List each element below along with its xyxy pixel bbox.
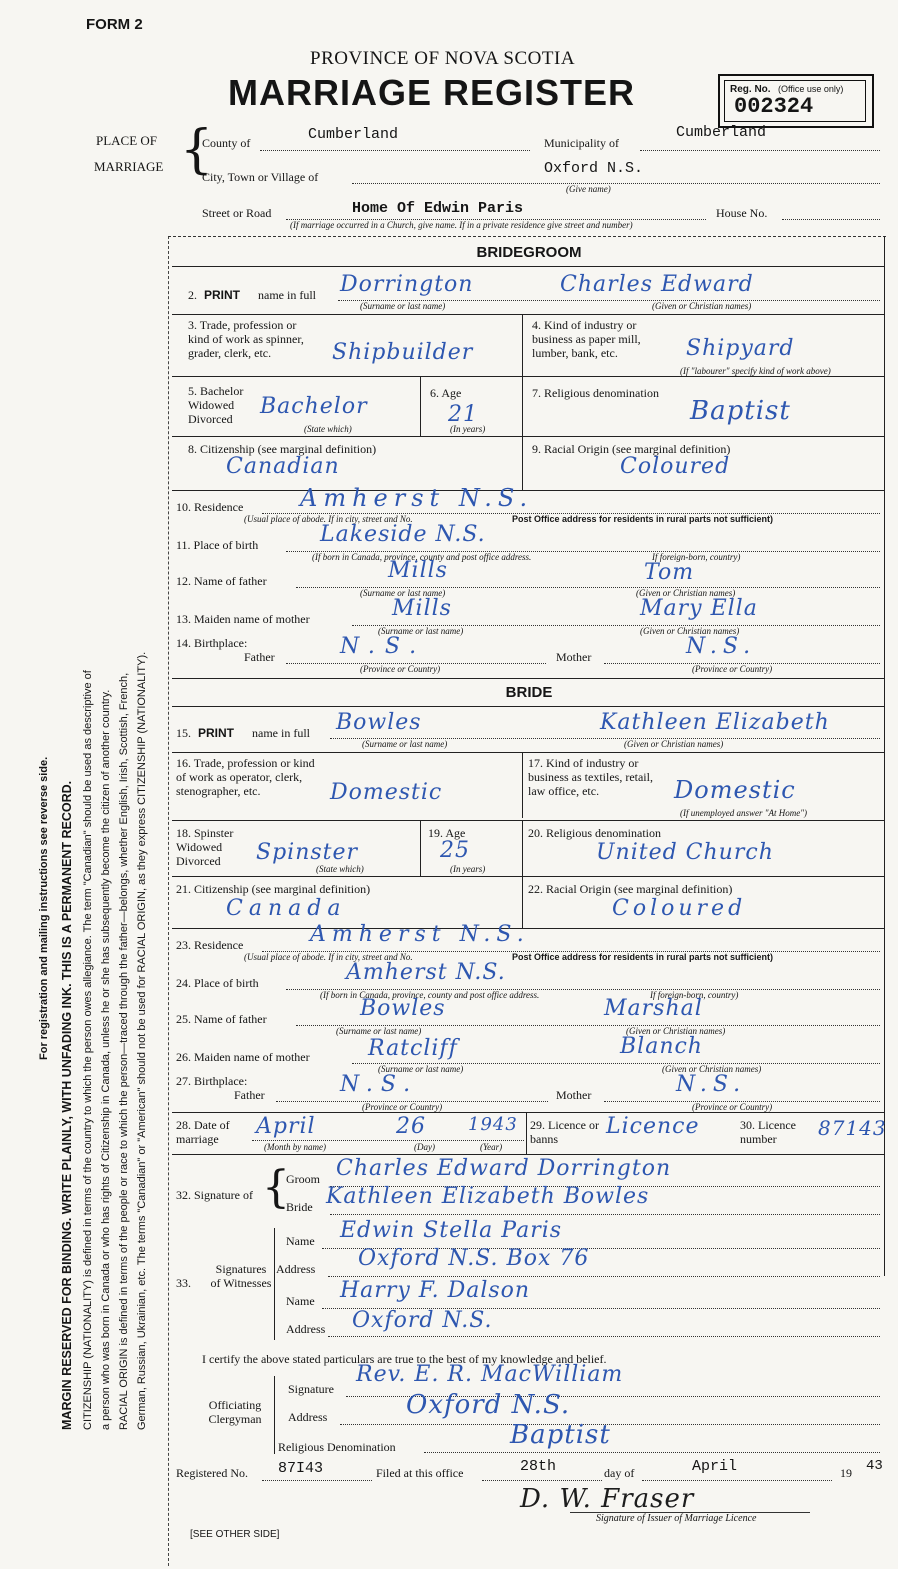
year-caption: (Year) [480, 1142, 503, 1152]
issuer-signature: D. W. Fraser [520, 1484, 695, 1514]
f17-label: 17. Kind of industry or business as textiles, retail, law office, etc. [528, 756, 653, 798]
bride-mother-surname: Ratcliff [368, 1036, 458, 1061]
clergy-denomination: Baptist [510, 1420, 611, 1450]
bride-given-caption: (Given or Christian names) [624, 739, 724, 749]
give-name-caption: (Give name) [566, 184, 611, 194]
bridegroom-heading: BRIDEGROOM [476, 244, 582, 261]
f27-label: 27. Birthplace: [176, 1074, 248, 1088]
clergy-label: Officiating Clergyman [208, 1398, 262, 1426]
f23-label: 23. Residence [176, 938, 244, 952]
f28-label: 28. Date of marriage [176, 1118, 230, 1146]
groom-mother-birthplace: N.S. [686, 634, 757, 659]
groom-trade: Shipbuilder [332, 340, 474, 365]
day-caption: (Day) [414, 1142, 435, 1152]
bride-racial-origin: Coloured [612, 896, 747, 921]
year-suffix: 43 [866, 1458, 883, 1474]
groom-mother-birthplace-label: Mother [556, 650, 592, 664]
province-heading: PROVINCE OF NOVA SCOTIA [310, 48, 576, 69]
groom-state-caption: (State which) [304, 424, 352, 434]
marriage-day: 26 [396, 1114, 426, 1139]
groom-mother-prov-caption: (Province or Country) [692, 664, 773, 674]
bride-residence: Amherst N.S. [310, 922, 530, 947]
groom-birthplace: Lakeside N.S. [320, 522, 486, 547]
f19-label: 19. Age [428, 826, 466, 840]
groom-mother-surname-caption: (Surname or last name) [378, 626, 464, 636]
margin-col-6: German, Russian, Ukrainian, etc. The terms "Canadian" or "American" should not be used for RACIAL ORIGIN, as they express CITIZENSHIP (NATIONALITY). [136, 651, 148, 1430]
filed-label: Filed at this office [376, 1466, 464, 1480]
groom-mother-given: Mary Ella [640, 596, 758, 621]
street-label: Street or Road [202, 206, 272, 220]
margin-col-5: RACIAL ORIGIN is defined in terms of the people or race to which the person—traced through the father—belongs, whether English, Irish, Scottish, French, [118, 672, 130, 1430]
f2-label: name in full [258, 288, 316, 302]
year-prefix: 19 [840, 1466, 852, 1480]
groom-father-birthplace-label: Father [244, 650, 275, 664]
groom-father-surname-caption: (Surname or last name) [360, 588, 446, 598]
bride-surname: Bowles [336, 710, 422, 735]
f3-label: 3. Trade, profession or kind of work as spinner, grader, clerk, etc. [188, 318, 304, 360]
clergy-denom-label: Religious Denomination [278, 1440, 396, 1454]
bride-mother-prov-caption: (Province or Country) [692, 1102, 773, 1112]
month-caption: (Month by name) [264, 1142, 326, 1152]
bride-heading: BRIDE [505, 684, 553, 701]
groom-sig-label: Groom [286, 1172, 320, 1186]
reg-office-note: (Office use only) [778, 84, 844, 94]
house-label: House No. [716, 206, 768, 220]
marriage-year: 1943 [468, 1114, 518, 1135]
margin-col-3: CITIZENSHIP (NATIONALITY) is defined in terms of the country to which the person owes allegiance. The term "Canadian" should be used as descriptive of [82, 670, 94, 1430]
groom-father-birthplace: N.S. [340, 634, 427, 659]
bride-age: 25 [440, 838, 470, 863]
groom-surname: Dorrington [340, 272, 474, 297]
bride-father-birthplace: N.S. [340, 1072, 419, 1097]
licence-number: 87143 [818, 1116, 887, 1140]
f30-label: 30. Licence number [740, 1118, 796, 1146]
margin-col-1: For registration and mailing instructions see reverse side. [38, 756, 50, 1060]
licence-or-banns: Licence [606, 1114, 700, 1139]
bride-residence-caption-1: (Usual place of abode. If in city, street and No. [244, 952, 413, 962]
groom-age: 21 [448, 402, 478, 427]
reg-number-box [718, 74, 874, 128]
w1-name-label: Name [286, 1234, 315, 1248]
groom-industry-caption: (If "labourer" specify kind of work above) [680, 366, 831, 376]
signature-brace-icon: { [262, 1162, 290, 1213]
bride-trade: Domestic [330, 780, 443, 805]
f11-label: 11. Place of birth [176, 538, 259, 552]
f33-label: 33. [176, 1276, 191, 1290]
filed-month: April [692, 1458, 738, 1475]
groom-surname-caption: (Surname or last name) [360, 301, 446, 311]
street-note: (If marriage occurred in a Church, give name. If in a private residence give street and number) [290, 220, 633, 230]
bride-father-prov-caption: (Province or Country) [362, 1102, 443, 1112]
frame-left-edge [168, 236, 169, 1566]
bride-mother-birthplace-label: Mother [556, 1088, 592, 1102]
f6-label: 6. Age [430, 386, 462, 400]
clergy-address: Oxford N.S. [406, 1390, 571, 1420]
bride-mother-birthplace: N.S. [676, 1072, 747, 1097]
groom-age-caption: (In years) [450, 424, 486, 434]
county-label: County of [202, 136, 251, 150]
bride-given-names: Kathleen Elizabeth [600, 710, 830, 735]
bride-father-given-caption: (Given or Christian names) [626, 1026, 726, 1036]
municipality-label: Municipality of [544, 136, 619, 150]
page-title: MARRIAGE REGISTER [228, 72, 636, 113]
bride-surname-caption: (Surname or last name) [362, 739, 448, 749]
groom-signature: Charles Edward Dorrington [336, 1156, 672, 1181]
f32-label: 32. Signature of [176, 1188, 253, 1202]
margin-col-2: MARGIN RESERVED FOR BINDING. WRITE PLAINLY, WITH UNFADING INK. THIS IS A PERMANENT RECORD. [60, 780, 74, 1430]
f13-label: 13. Maiden name of mother [176, 612, 310, 626]
groom-father-prov-caption: (Province or Country) [360, 664, 441, 674]
groom-residence-caption-2: Post Office address for residents in rural parts not sufficient) [512, 514, 774, 524]
witness-1-name: Edwin Stella Paris [340, 1218, 563, 1243]
f20-label: 20. Religious denomination [528, 826, 661, 840]
bride-father-surname: Bowles [360, 996, 446, 1021]
bride-mother-surname-caption: (Surname or last name) [378, 1064, 464, 1074]
groom-mother-surname: Mills [392, 596, 452, 621]
groom-citizenship: Canadian [226, 454, 340, 479]
groom-racial-origin: Coloured [620, 454, 731, 479]
certify-statement: I certify the above stated particulars are true to the best of my knowledge and belief. [202, 1352, 607, 1366]
city-value: Oxford N.S. [544, 160, 644, 177]
reg-number-label: Reg. No. [730, 84, 771, 95]
groom-given-names: Charles Edward [560, 272, 754, 297]
issuer-caption: Signature of Issuer of Marriage Licence [596, 1513, 757, 1524]
groom-father-given-caption: (Given or Christian names) [636, 588, 736, 598]
f12-label: 12. Name of father [176, 574, 267, 588]
bride-father-surname-caption: (Surname or last name) [336, 1026, 422, 1036]
bride-marital-status: Spinster [256, 840, 359, 865]
groom-father-surname: Mills [388, 558, 448, 583]
f2-print: PRINT [204, 288, 240, 302]
groom-mother-given-caption: (Given or Christian names) [640, 626, 740, 636]
groom-marital-status: Bachelor [260, 394, 368, 419]
f29-label: 29. Licence or banns [530, 1118, 599, 1146]
f14-label: 14. Birthplace: [176, 636, 248, 650]
margin-col-4: a person who was born in Canada or who has rights of Citizenship in Canada, unless he or she has subsequently become the citizen of another country. [100, 689, 112, 1430]
bride-industry-caption: (If unemployed answer "At Home") [680, 808, 808, 818]
w2-name-label: Name [286, 1294, 315, 1308]
bride-father-birthplace-label: Father [234, 1088, 265, 1102]
witness-label: Signatures of Witnesses [210, 1262, 272, 1290]
bride-father-given: Marshal [604, 996, 703, 1021]
w1-address-label: Address [276, 1262, 316, 1276]
filed-day: 28th [520, 1458, 557, 1475]
f18-label: 18. Spinster Widowed Divorced [176, 826, 234, 868]
f25-label: 25. Name of father [176, 1012, 267, 1026]
bride-citizenship: Canada [226, 896, 347, 921]
witness-2-address: Oxford N.S. [352, 1308, 493, 1333]
groom-father-given: Tom [644, 560, 695, 585]
witness-1-address: Oxford N.S. Box 76 [358, 1246, 590, 1271]
f21-label: 21. Citizenship (see marginal definition) [176, 882, 371, 896]
groom-birth-caption-2: If foreign-born, country) [652, 552, 741, 562]
groom-residence-caption-1: (Usual place of abode. If in city, street and No. [244, 514, 413, 524]
groom-birth-caption-1: (If born in Canada, province, county and post office address. [312, 552, 532, 562]
city-label: City, Town or Village of [202, 170, 319, 184]
clergy-address-label: Address [288, 1410, 328, 1424]
reg-number-value: 002324 [734, 94, 814, 119]
registered-number: 87I43 [278, 1460, 324, 1477]
bride-age-caption: (In years) [450, 864, 486, 874]
f15-print: PRINT [198, 726, 234, 740]
clergy-signature: Rev. E. R. MacWilliam [356, 1362, 624, 1387]
groom-residence: Amherst N.S. [300, 484, 534, 512]
f10-label: 10. Residence [176, 500, 244, 514]
bride-birthplace: Amherst N.S. [346, 960, 506, 985]
f16-label: 16. Trade, profession or kind of work as operator, clerk, stenographer, etc. [176, 756, 315, 798]
bride-birth-caption-1: (If born in Canada, province, county and post office address. [320, 990, 540, 1000]
registered-label: Registered No. [176, 1466, 248, 1480]
f26-label: 26. Maiden name of mother [176, 1050, 310, 1064]
bride-religion: United Church [596, 840, 774, 865]
f5-label: 5. Bachelor Widowed Divorced [188, 384, 244, 426]
bride-sig-label: Bride [286, 1200, 313, 1214]
bride-signature: Kathleen Elizabeth Bowles [326, 1184, 650, 1209]
place-group-label-1: PLACE OF [96, 133, 158, 148]
county-value: Cumberland [308, 126, 399, 143]
f22-label: 22. Racial Origin (see marginal definition) [528, 882, 733, 896]
f15-number: 15. [176, 726, 191, 740]
form-number: FORM 2 [86, 16, 143, 33]
clergy-sig-label: Signature [288, 1382, 334, 1396]
w2-address-label: Address [286, 1322, 326, 1336]
groom-industry: Shipyard [686, 336, 795, 361]
f2-number: 2. [188, 288, 197, 302]
f7-label: 7. Religious denomination [532, 386, 659, 400]
f24-label: 24. Place of birth [176, 976, 259, 990]
f15-label: name in full [252, 726, 310, 740]
see-other-side: [SEE OTHER SIDE] [190, 1529, 280, 1540]
marriage-month: April [256, 1114, 316, 1139]
day-of-label: day of [604, 1466, 635, 1480]
f9-label: 9. Racial Origin (see marginal definition) [532, 442, 731, 456]
municipality-value: Cumberland [676, 124, 767, 141]
place-brace-icon: { [180, 120, 214, 180]
f8-label: 8. Citizenship (see marginal definition) [188, 442, 377, 456]
bride-mother-given-caption: (Given or Christian names) [662, 1064, 762, 1074]
bride-mother-given: Blanch [620, 1034, 703, 1059]
bride-residence-caption-2: Post Office address for residents in rural parts not sufficient) [512, 952, 774, 962]
bride-state-caption: (State which) [316, 864, 364, 874]
witness-2-name: Harry F. Dalson [340, 1278, 531, 1303]
groom-religion: Baptist [690, 396, 791, 426]
bride-birth-caption-2: If foreign-born, country) [650, 990, 739, 1000]
place-group-label-2: MARRIAGE [94, 159, 164, 174]
f4-label: 4. Kind of industry or business as paper mill, lumber, bank, etc. [532, 318, 641, 360]
groom-given-caption: (Given or Christian names) [652, 301, 752, 311]
street-value: Home Of Edwin Paris [352, 200, 524, 217]
bride-industry: Domestic [674, 776, 796, 804]
